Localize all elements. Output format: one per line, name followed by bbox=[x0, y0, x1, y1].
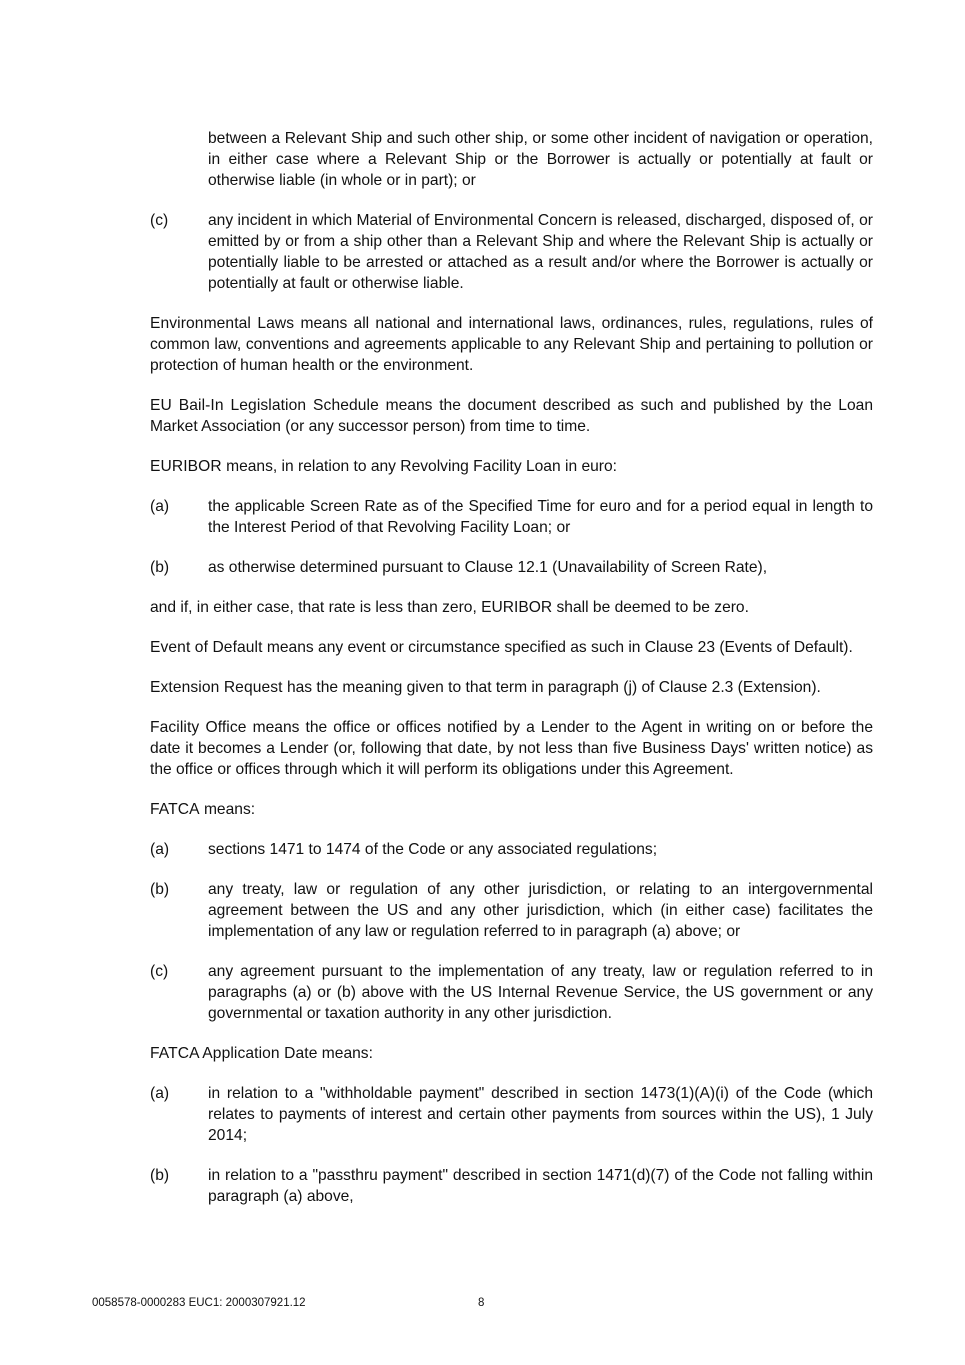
list-item bbox=[150, 557, 873, 578]
item-text: any treaty, law or regulation of any other jurisdiction, or relating to an intergovernmental agreement between the US and any other jurisdiction, which (in either case) facilitates the implementation of any law or regulation referred to in paragraph (a) above; or bbox=[208, 881, 873, 940]
defined-term: FATCA Application Date bbox=[150, 1045, 318, 1062]
definition-environmental-laws bbox=[150, 313, 873, 376]
definition-extension-request bbox=[150, 677, 873, 698]
list-item bbox=[150, 496, 873, 538]
item-label: (b) bbox=[150, 559, 170, 576]
definition-text: means any event or circumstance specified as such in Clause 23 (Events of Default). bbox=[262, 639, 853, 656]
list-item bbox=[150, 839, 873, 860]
defined-term: EURIBOR bbox=[150, 458, 222, 475]
defined-term: FATCA bbox=[150, 801, 200, 818]
definition-facility-office bbox=[150, 717, 873, 780]
item-label: (b) bbox=[150, 1167, 170, 1184]
defined-term: Environmental Laws bbox=[150, 315, 295, 332]
item-label: (c) bbox=[150, 963, 169, 980]
definition-text: means: bbox=[317, 1045, 373, 1062]
list-item bbox=[150, 961, 873, 1024]
item-text: in relation to a "withholdable payment" described in section 1473(1)(A)(i) of the Code (which relates to payments of interest and certain other payments from sources within the US), 1 July 2014; bbox=[208, 1085, 873, 1144]
defined-term: EU Bail-In Legislation Schedule bbox=[150, 397, 379, 414]
definition-text: means, in relation to any Revolving Facility Loan in euro: bbox=[221, 458, 617, 475]
item-text: any incident in which Material of Environmental Concern is released, discharged, disposed of, or emitted by or from a ship other than a Relevant Ship and where the Relevant Ship is actually or potentially liable to be arrested or attached as a result and/or where the Borrower is actually or potentially at fault or otherwise liable. bbox=[208, 212, 873, 292]
page-number: 8 bbox=[478, 1297, 485, 1309]
definition-text: means: bbox=[199, 801, 256, 818]
item-text: as otherwise determined pursuant to Clause 12.1 (Unavailability of Screen Rate), bbox=[208, 559, 768, 576]
item-text: the applicable Screen Rate as of the Specified Time for euro and for a period equal in length to the Interest Period of that Revolving Facility Loan; or bbox=[208, 498, 873, 536]
item-label: (a) bbox=[150, 841, 170, 858]
item-label: (a) bbox=[150, 1085, 170, 1102]
list-item bbox=[150, 1165, 873, 1207]
item-label: (b) bbox=[150, 881, 170, 898]
item-text: sections 1471 to 1474 of the Code or any associated regulations; bbox=[208, 841, 658, 858]
document-reference: 0058578-0000283 EUC1: 2000307921.12 bbox=[92, 1297, 306, 1309]
list-item bbox=[150, 210, 873, 294]
item-label: (a) bbox=[150, 498, 170, 515]
euribor-closing: and if, in either case, that rate is less than zero, EURIBOR shall be deemed to be zero. bbox=[150, 599, 749, 616]
continuation-paragraph: between a Relevant Ship and such other ship, or some other incident of navigation or operation, in either case where a Relevant Ship or the Borrower is actually or potentially at fault or otherwise liable (in whole or in part); or bbox=[208, 130, 873, 189]
definition-text: has the meaning given to that term in paragraph (j) of Clause 2.3 (Extension). bbox=[282, 679, 821, 696]
list-item bbox=[150, 879, 873, 942]
item-label: (c) bbox=[150, 212, 169, 229]
definition-euribor bbox=[150, 456, 873, 477]
defined-term: Event of Default bbox=[150, 639, 263, 656]
definition-eu-bail-in bbox=[150, 395, 873, 437]
defined-term: Extension Request bbox=[150, 679, 283, 696]
defined-term: Facility Office bbox=[150, 719, 247, 736]
list-item bbox=[150, 1083, 873, 1146]
definition-text: means all national and international laws, ordinances, rules, regulations, rules of common law, conventions and agreements applicable to any Relevant Ship and pertaining to pollution or protection of human health or the environment. bbox=[150, 315, 873, 374]
page-body bbox=[150, 128, 873, 1226]
item-text: in relation to a "passthru payment" described in section 1471(d)(7) of the Code not falling within paragraph (a) above, bbox=[208, 1167, 873, 1205]
definition-text: means the document described as such and published by the Loan Market Association (or any successor person) from time to time. bbox=[150, 397, 873, 435]
definition-fatca-application-date bbox=[150, 1043, 873, 1064]
definition-text: means the office or offices notified by a Lender to the Agent in writing on or before the date it becomes a Lender (or, following that date, by not less than five Business Days' written notice) as the office or offices through which it will perform its obligations under this Agreement. bbox=[150, 719, 873, 778]
definition-fatca bbox=[150, 799, 873, 820]
definition-event-of-default bbox=[150, 637, 873, 658]
item-text: any agreement pursuant to the implementation of any treaty, law or regulation referred to in paragraphs (a) or (b) above with the US Internal Revenue Service, the US government or any governmental or taxation authority in any other jurisdiction. bbox=[208, 963, 873, 1022]
